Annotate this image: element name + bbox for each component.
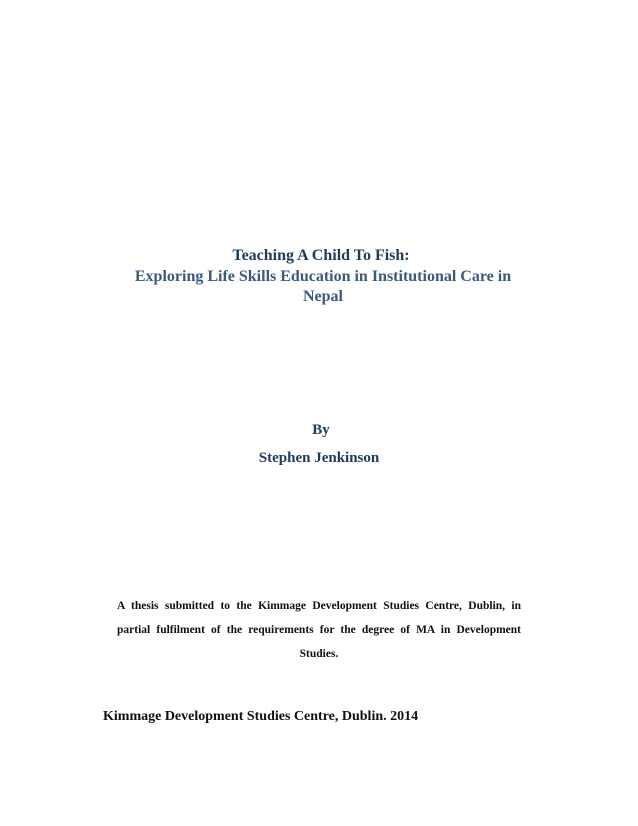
institution-and-year: Kimmage Development Studies Centre, Dublin. 2014 <box>103 709 419 724</box>
statement-line-2: partial fulfilment of the requirements for the degree of MA in Development <box>117 624 521 636</box>
thesis-subtitle-line-2: Nepal <box>303 288 343 305</box>
by-label: By <box>312 422 330 438</box>
thesis-subtitle-line-1: Exploring Life Skills Education in Institutional Care in <box>134 267 512 285</box>
statement-line-1: A thesis submitted to the Kimmage Development Studies Centre, Dublin, in <box>117 600 521 612</box>
submission-statement <box>117 594 521 666</box>
title-block <box>0 246 638 308</box>
thesis-title: Teaching A Child To Fish: <box>232 247 410 264</box>
author-name: Stephen Jenkinson <box>258 450 380 466</box>
statement-line-3: Studies. <box>299 648 339 660</box>
